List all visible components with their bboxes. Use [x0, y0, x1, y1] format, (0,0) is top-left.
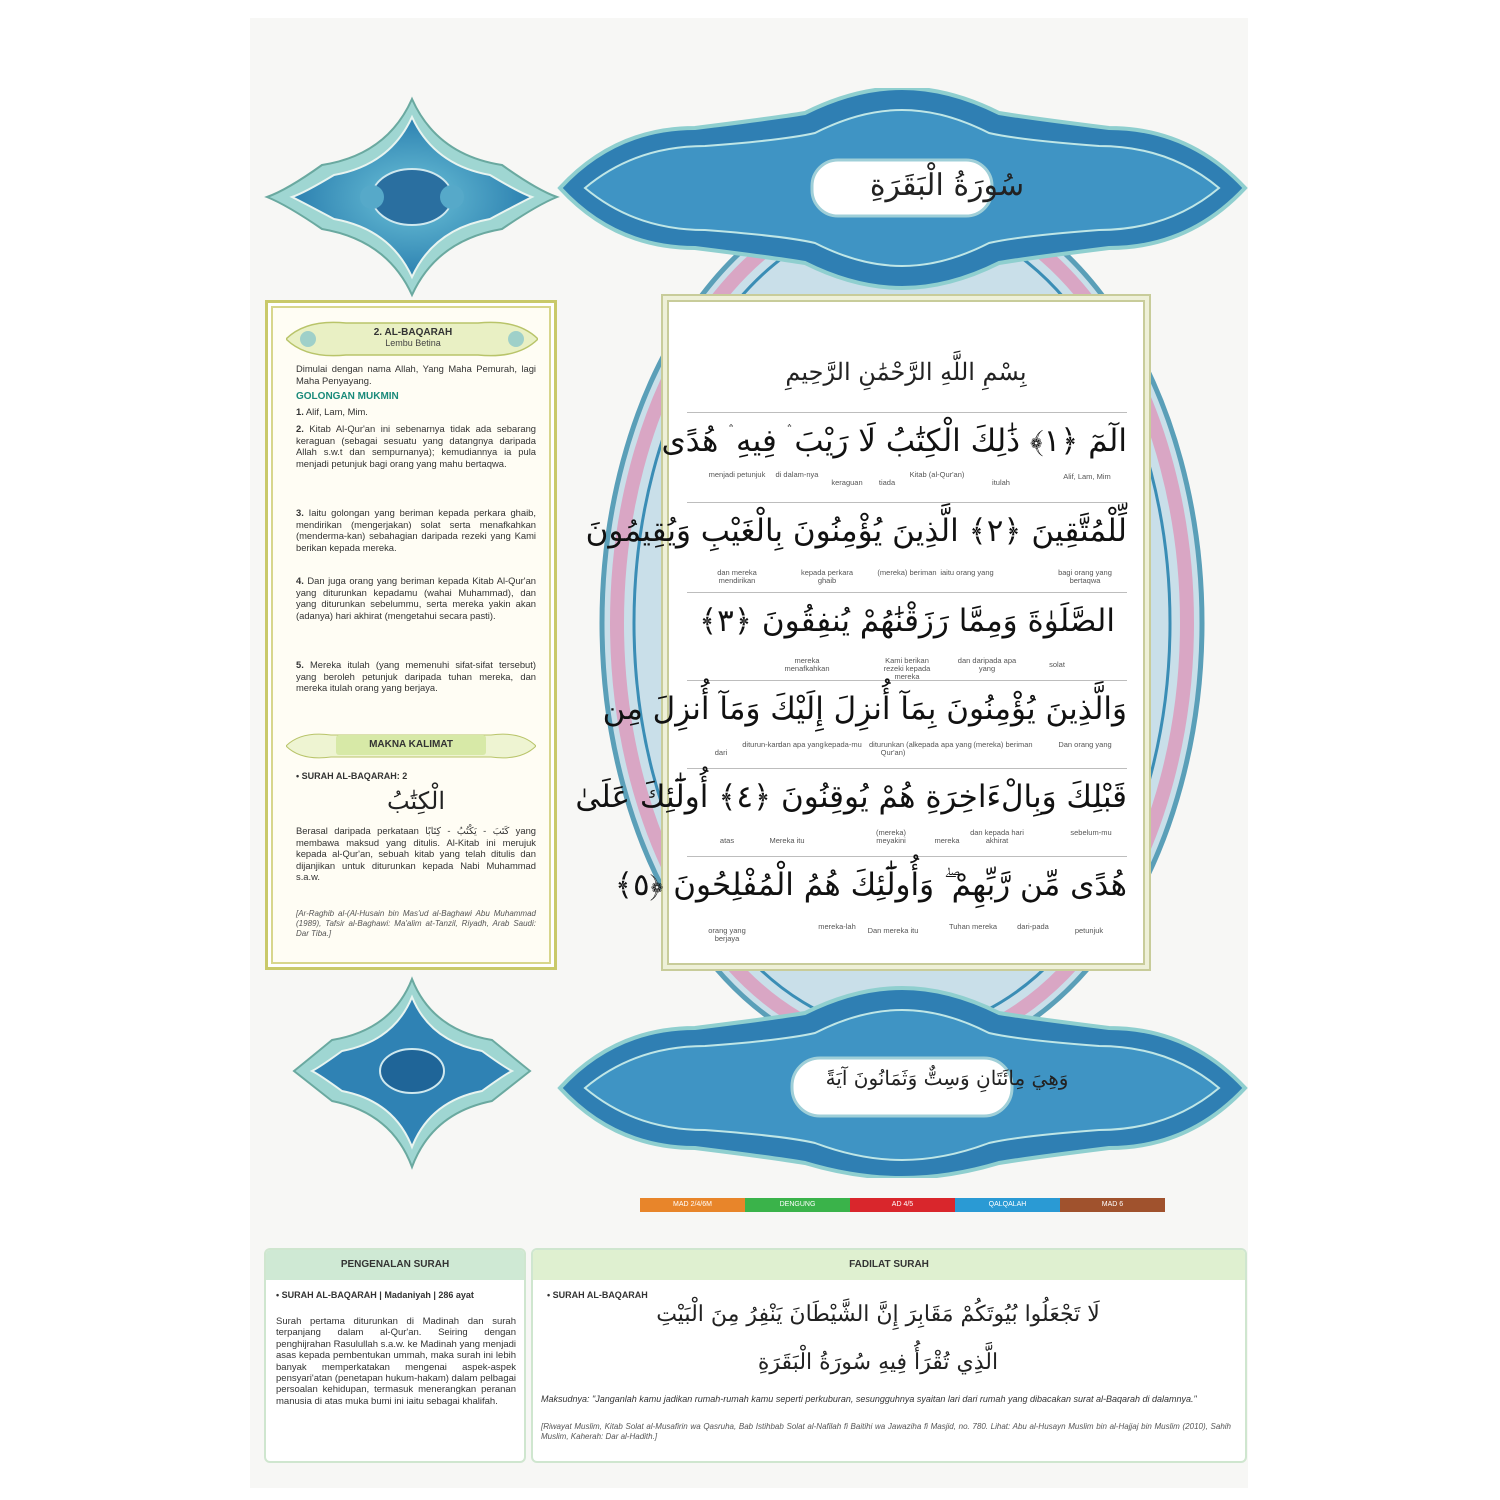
surah-title-arabic: سُورَةُ الْبَقَرَةِ — [869, 168, 1025, 203]
pengenalan-title: PENGENALAN SURAH — [266, 1250, 524, 1280]
gloss: petunjuk — [1074, 926, 1104, 935]
gloss: solat — [1049, 660, 1065, 669]
legend-ad-45: AD 4/5 — [850, 1198, 955, 1212]
gloss: mereka menafkahkan — [784, 656, 830, 673]
gloss: Dan orang yang — [1058, 740, 1112, 749]
arabic-line-5: قَبْلِكَ وَبِالْءَاخِرَةِ هُمْ يُوقِنُونَ ﴿٤﴾ أُولَٰٓئِكَ عَلَىٰ — [575, 779, 1127, 815]
verse-translation-5: 5. Mereka itulah (yang memenuhi sifat-sifat tersebut) yang beroleh petunjuk daripada tuhan mereka, dan mereka itulah orang yang berjaya. — [296, 659, 536, 694]
makna-source: [Ar-Raghib al-(Al-Husain bin Mas'ud al-Baghawi Abu Muhammad (1989), Tafsir al-Baghawi: Ma'alim at-Tanzil, Riyadh, Arab Saudi: Dar Tiba.] — [296, 909, 536, 938]
verse-translation-3: 3. Iaitu golongan yang beriman kepada perkara ghaib, mendirikan (mengerjakan) solat serta menafkahkan (menderma-kan) sebahagian daripada rezeki yang Kami berikan kepada mereka. — [296, 507, 536, 553]
hadith-meaning: Maksudnya: "Janganlah kamu jadikan rumah-rumah kamu seperti perkuburan, sesungguhnya syaitan lari dari rumah yang dibacakan surat al-Baqarah di dalamnya." — [541, 1394, 1197, 1404]
gloss: mereka-lah — [818, 922, 856, 931]
surah-meaning: Lembu Betina — [385, 338, 441, 348]
gloss: menjadi petunjuk — [708, 470, 766, 479]
gloss: dan mereka mendirikan — [717, 568, 757, 585]
fadilat-surah-box — [531, 1248, 1247, 1463]
panel-heading — [328, 323, 498, 357]
gloss: kepada perkara ghaib — [800, 568, 854, 585]
arabic-line-6: هُدًى مِّن رَّبِّهِمْ ۖ وَأُولَٰٓئِكَ هُمُ الْمُفْلِحُونَ ﴿٥﴾ — [614, 867, 1127, 903]
legend-mad-6: MAD 6 — [1060, 1198, 1165, 1212]
gloss: Tuhan mereka — [948, 922, 998, 931]
verse-line-6 — [614, 856, 1127, 953]
gloss: Alif, Lam, Mim — [1063, 472, 1111, 481]
gloss: bagi orang yang bertaqwa — [1058, 568, 1112, 585]
verse-line-4 — [602, 680, 1127, 769]
legend-mad-246: MAD 2/4/6M — [640, 1198, 745, 1212]
arabic-line-2: لِّلْمُتَّقِينَ ﴿٢﴾ الَّذِينَ يُؤْمِنُونَ بِالْغَيْبِ وَيُقِيمُونَ — [585, 513, 1127, 549]
gloss: dari-pada — [1017, 922, 1049, 931]
gloss: di dalam-nya — [775, 470, 819, 479]
gloss: orang yang berjaya — [708, 926, 746, 943]
tajwid-legend — [640, 1198, 1165, 1212]
arabic-line-4: وَالَّذِينَ يُؤْمِنُونَ بِمَآ أُنزِلَ إِلَيْكَ وَمَآ أُنزِلَ مِن — [602, 691, 1127, 727]
hadith-arabic-line-2: الَّذِي تُقْرَأُ فِيهِ سُورَةُ الْبَقَرَةِ — [757, 1350, 999, 1375]
intro-text: Dimulai dengan nama Allah, Yang Maha Pemurah, lagi Maha Penyayang. — [296, 363, 536, 386]
gloss: mereka — [934, 836, 960, 845]
verse-translation-1: 1. Alif, Lam, Mim. — [296, 406, 368, 417]
gloss: kepada apa yang — [914, 740, 972, 749]
gloss: Kitab (al-Qur'an) — [909, 470, 965, 479]
gloss: kepada-mu — [824, 740, 862, 749]
hadith-arabic-line-1: لَا تَجْعَلُوا بُيُوتَكُمْ مَقَابِرَ إِنَّ الشَّيْطَانَ يَنْفِرُ مِنَ الْبَيْتِ — [656, 1302, 1100, 1327]
makna-word-arabic: الْكِتَٰبُ — [386, 787, 446, 815]
legend-qalqalah: QALQALAH — [955, 1198, 1060, 1212]
surah-heading: 2. AL-BAQARAH — [373, 327, 453, 338]
footer-verse-count-arabic: وَهِيَ مِائَتَانِ وَسِتٌّ وَثَمَانُونَ آيَةً — [825, 1066, 1069, 1090]
makna-reference: • SURAH AL-BAQARAH: 2 — [296, 771, 408, 781]
verse-line-2 — [585, 502, 1127, 593]
section-title: GOLONGAN MUKMIN — [296, 391, 399, 402]
fadilat-reference: • SURAH AL-BAQARAH — [547, 1290, 648, 1300]
gloss: Kami berikan rezeki kepada mereka — [883, 656, 931, 681]
gloss: dari — [714, 748, 728, 757]
gloss: keraguan — [831, 478, 863, 487]
makna-kalimat-banner — [286, 731, 536, 761]
pengenalan-reference: • SURAH AL-BAQARAH | Madaniyah | 286 ayat — [276, 1290, 474, 1300]
pengenalan-surah-box — [264, 1248, 526, 1463]
arabic-line-1: الٓمٓ ﴿١﴾ ذَٰلِكَ الْكِتَٰبُ لَا رَيْبَ ۛ فِيهِ ۛ هُدًى — [661, 423, 1127, 459]
gloss: Mereka itu — [769, 836, 805, 845]
gloss: diturunkan (al-Qur'an) — [869, 740, 917, 757]
top-left-medallion — [262, 95, 562, 300]
gloss: atas — [719, 836, 735, 845]
verse-translation-2: 2. Kitab Al-Qur'an ini sebenarnya tidak ada sebarang keraguan (sebagai sesuatu yang datangnya daripada Allah s.w.t dan sempurnanya); kemudiannya ia pula menjadi petunjuk bagi orang yang mahu bertaqwa. — [296, 423, 536, 469]
verse-line-3 — [687, 592, 1127, 681]
gloss: Dan mereka itu — [867, 926, 919, 935]
gloss: itulah — [992, 478, 1010, 487]
legend-dengung: DENGUNG — [745, 1198, 850, 1212]
gloss: iaitu orang yang — [940, 568, 994, 577]
makna-kalimat-title: MAKNA KALIMAT — [336, 735, 486, 755]
pengenalan-text: Surah pertama diturunkan di Madinah dan surah terpanjang dalam al-Qur'an. Seiring dengan penghijrahan Rasulullah s.a.w. ke Madinah yang menjadi asas kepada pembentukan ummah, maka surah ini lebih banyak memperkatakan mengenai aspek-aspek pensyari'atan (penetapan hukum-hakam) dalam pelbagai persoalan kehidupan, termasuk menerangkan peranan manusia di atas muka bumi ini iaitu sebagai khalifah. — [276, 1316, 516, 1407]
gloss: dan apa yang — [778, 740, 824, 749]
verse-line-1 — [661, 412, 1127, 503]
bottom-left-medallion — [292, 975, 532, 1170]
translation-panel — [265, 300, 557, 970]
gloss: sebelum-mu — [1070, 828, 1112, 837]
verse-translation-4: 4. Dan juga orang yang beriman kepada Kitab Al-Qur'an yang diturunkan kepadamu (wahai Muhammad), dan yang diturunkan sebelummu, serta mereka yakin akan (adanya) hari akhirat (mengetahui secara pasti). — [296, 575, 537, 621]
gloss: diturun-kan — [742, 740, 780, 749]
fadilat-title: FADILAT SURAH — [533, 1250, 1245, 1280]
quran-text-panel — [575, 300, 1145, 965]
basmala: بِسْمِ اللَّهِ الرَّحْمَٰنِ الرَّحِيمِ — [785, 358, 1027, 386]
gloss: dan kepada hari akhirat — [970, 828, 1024, 845]
hadith-source: [Riwayat Muslim, Kitab Solat al-Musafirin wa Qasruha, Bab Istihbab Solat al-Nafilah fi Baitihi wa Jawaziha fi Masjid, no. 780. Lihat: Abu al-Husayn Muslim bin al-Hajjaj bin Muslim (2010), Sahih Muslim, Kaherah: Dar al-Hadith.] — [541, 1422, 1231, 1441]
arabic-line-3: الصَّلَوٰةَ وَمِمَّا رَزَقْنَٰهُمْ يُنفِقُونَ ﴿٣﴾ — [699, 603, 1115, 639]
gloss: (mereka) beriman — [877, 568, 937, 577]
makna-explanation: Berasal daripada perkataan كَتَبَ - يَكْتُبُ - كِتَابًا yang membawa maksud yang ditulis. Al-Kitab ini merujuk kepada al-Qur'an, sebuah kitab yang telah ditulis dan dijanjikan untuk diturunkan kepada Nabi Muhammad s.a.w. — [296, 825, 537, 883]
gloss: (mereka) beriman — [973, 740, 1033, 749]
gloss: (mereka) meyakini — [875, 828, 906, 845]
verse-line-5 — [575, 768, 1127, 857]
gloss: dan daripada apa yang — [957, 656, 1017, 673]
gloss: tiada — [878, 478, 896, 487]
